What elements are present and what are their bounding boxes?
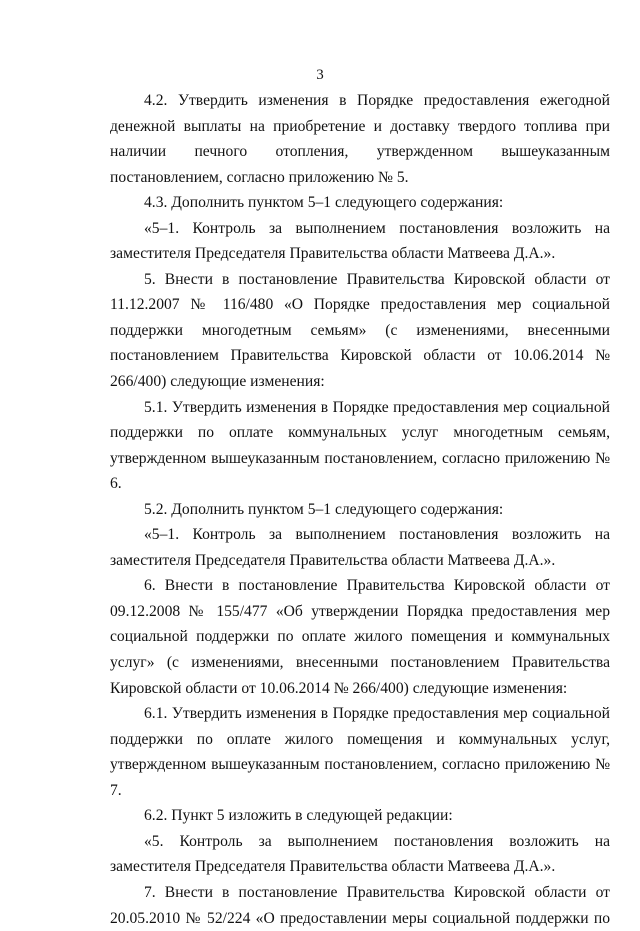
paragraph-4-3: 4.3. Дополнить пунктом 5–1 следующего содержания: (144, 194, 504, 212)
paragraph-5-1: 5.1. Утвердить изменения в Порядке предоставления мер социальной поддержки по оплате коммунальных услуг многодетным семьям, утвержденном вышеуказанным постановлением, согласно приложению № 6. (110, 398, 610, 493)
paragraph-5-2: 5.2. Дополнить пунктом 5–1 следующего содержания: (144, 500, 504, 518)
document-body (110, 88, 610, 931)
paragraph-6: 6. Внести в постановление Правительства Кировской области от 09.12.2008 № 155/477 «Об утверждении Порядка предоставления мер социальной поддержки по оплате жилого помещения и коммунальных услуг» (с изменениями, внесенными постановлением Правительства Кировской области от 10.06.2014 № 266/400) следующие изменения: (110, 577, 610, 697)
paragraph-7: 7. Внести в постановление Правительства Кировской области от 20.05.2010 № 52/224 «О предоставлении меры социальной поддержки по (110, 883, 610, 927)
paragraph-quote-5-1-a: «5–1. Контроль за выполнением постановления возложить на заместителя Председателя Правительства области Матвеева Д.А.». (110, 219, 610, 263)
paragraph-6-1: 6.1. Утвердить изменения в Порядке предоставления мер социальной поддержки по оплате жилого помещения и коммунальных услуг, утвержденном вышеуказанным постановлением, согласно приложению № 7. (110, 705, 610, 799)
paragraph-4-2: 4.2. Утвердить изменения в Порядке предоставления ежегодной денежной выплаты на приобретение и доставку твердого топлива при наличии печного отопления, утвержденном вышеуказанным постановлением, согласно приложению № 5. (110, 92, 610, 186)
paragraph-quote-5: «5. Контроль за выполнением постановления возложить на заместителя Председателя Правительства области Матвеева Д.А.». (110, 832, 610, 876)
paragraph-quote-5-1-b: «5–1. Контроль за выполнением постановления возложить на заместителя Председателя Правительства области Матвеева Д.А.». (110, 526, 610, 569)
paragraph-5: 5. Внести в постановление Правительства Кировской области от 11.12.2007 № 116/480 «О Порядке предоставления мер социальной поддержки многодетным семьям» (с изменениями, внесенными постановлением Правительства Кировской области от 10.06.2014 № 266/400) следующие изменения: (110, 270, 610, 391)
paragraph-6-2: 6.2. Пункт 5 изложить в следующей редакции: (144, 807, 453, 825)
page-number: 3 (316, 67, 324, 83)
